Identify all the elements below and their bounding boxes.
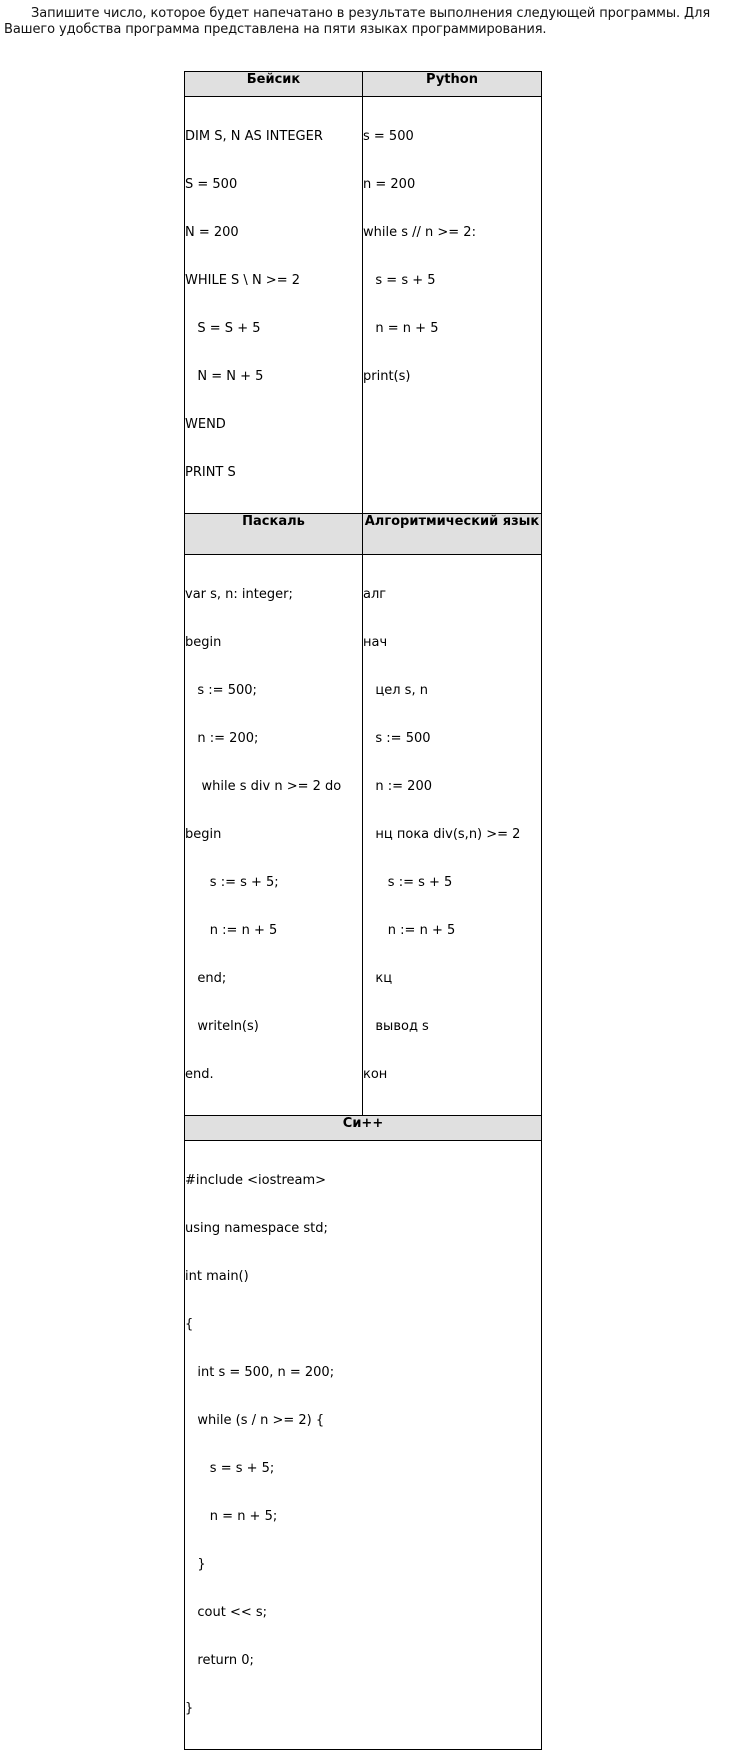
code-line: N = N + 5 (185, 369, 264, 384)
code-line: S = 500 (185, 177, 238, 192)
code-line: нц пока div(s,n) >= 2 (363, 827, 521, 842)
header-cpp: Си++ (185, 1116, 542, 1141)
code-line: кц (363, 971, 393, 986)
code-python (363, 97, 542, 514)
header-pascal: Паскаль (185, 514, 363, 555)
code-line: вывод s (363, 1019, 429, 1034)
header-basic: Бейсик (185, 72, 363, 97)
code-line: return 0; (185, 1653, 254, 1668)
code-line: int main() (185, 1269, 249, 1284)
task-description: Запишите число, которое будет напечатано в результате выполнения следующей программы. Для Вашего удобства программа представлена на пяти языках программирования. (4, 6, 711, 37)
header-algorithmic: Алгоритмический язык (363, 514, 542, 555)
code-line: cout << s; (185, 1605, 268, 1620)
code-line: нач (363, 635, 388, 650)
code-line: writeln(s) (185, 1019, 259, 1034)
code-line: } (185, 1701, 194, 1716)
code-line: DIM S, N AS INTEGER (185, 129, 323, 144)
code-line: #include <iostream> (185, 1173, 327, 1188)
code-cpp (185, 1141, 542, 1750)
code-line: n = n + 5 (363, 321, 439, 336)
code-line: n := n + 5 (185, 923, 278, 938)
code-line: WHILE S \ N >= 2 (185, 273, 300, 288)
code-line: } (185, 1557, 206, 1572)
code-pascal (185, 555, 363, 1116)
code-line: while s // n >= 2: (363, 225, 476, 240)
code-line: n := 200; (185, 731, 259, 746)
code-line: n := 200 (363, 779, 432, 794)
code-line: WEND (185, 417, 226, 432)
code-line: s = s + 5; (185, 1461, 275, 1476)
programs-table (184, 71, 542, 1750)
code-algorithmic (363, 555, 542, 1116)
code-line: S = S + 5 (185, 321, 261, 336)
code-line: end; (185, 971, 227, 986)
code-line: end. (185, 1067, 214, 1082)
code-line: while s div n >= 2 do (185, 779, 342, 794)
code-line: int s = 500, n = 200; (185, 1365, 335, 1380)
code-line: s = 500 (363, 129, 414, 144)
code-line: s := 500; (185, 683, 257, 698)
code-line: while (s / n >= 2) { (185, 1413, 325, 1428)
code-line: var s, n: integer; (185, 587, 293, 602)
code-basic (185, 97, 363, 514)
code-line: n = n + 5; (185, 1509, 278, 1524)
code-line: print(s) (363, 369, 411, 384)
code-line: s = s + 5 (363, 273, 436, 288)
code-line: using namespace std; (185, 1221, 328, 1236)
code-line: { (185, 1317, 194, 1332)
code-line: s := s + 5 (363, 875, 453, 890)
code-line: begin (185, 827, 222, 842)
code-line: begin (185, 635, 222, 650)
code-line: s := 500 (363, 731, 431, 746)
code-line: PRINT S (185, 465, 236, 480)
code-line: n = 200 (363, 177, 416, 192)
code-line: цел s, n (363, 683, 428, 698)
code-line: кон (363, 1067, 388, 1082)
code-line: s := s + 5; (185, 875, 279, 890)
header-python: Python (363, 72, 542, 97)
code-line: n := n + 5 (363, 923, 456, 938)
code-line: алг (363, 587, 387, 602)
code-line: N = 200 (185, 225, 239, 240)
